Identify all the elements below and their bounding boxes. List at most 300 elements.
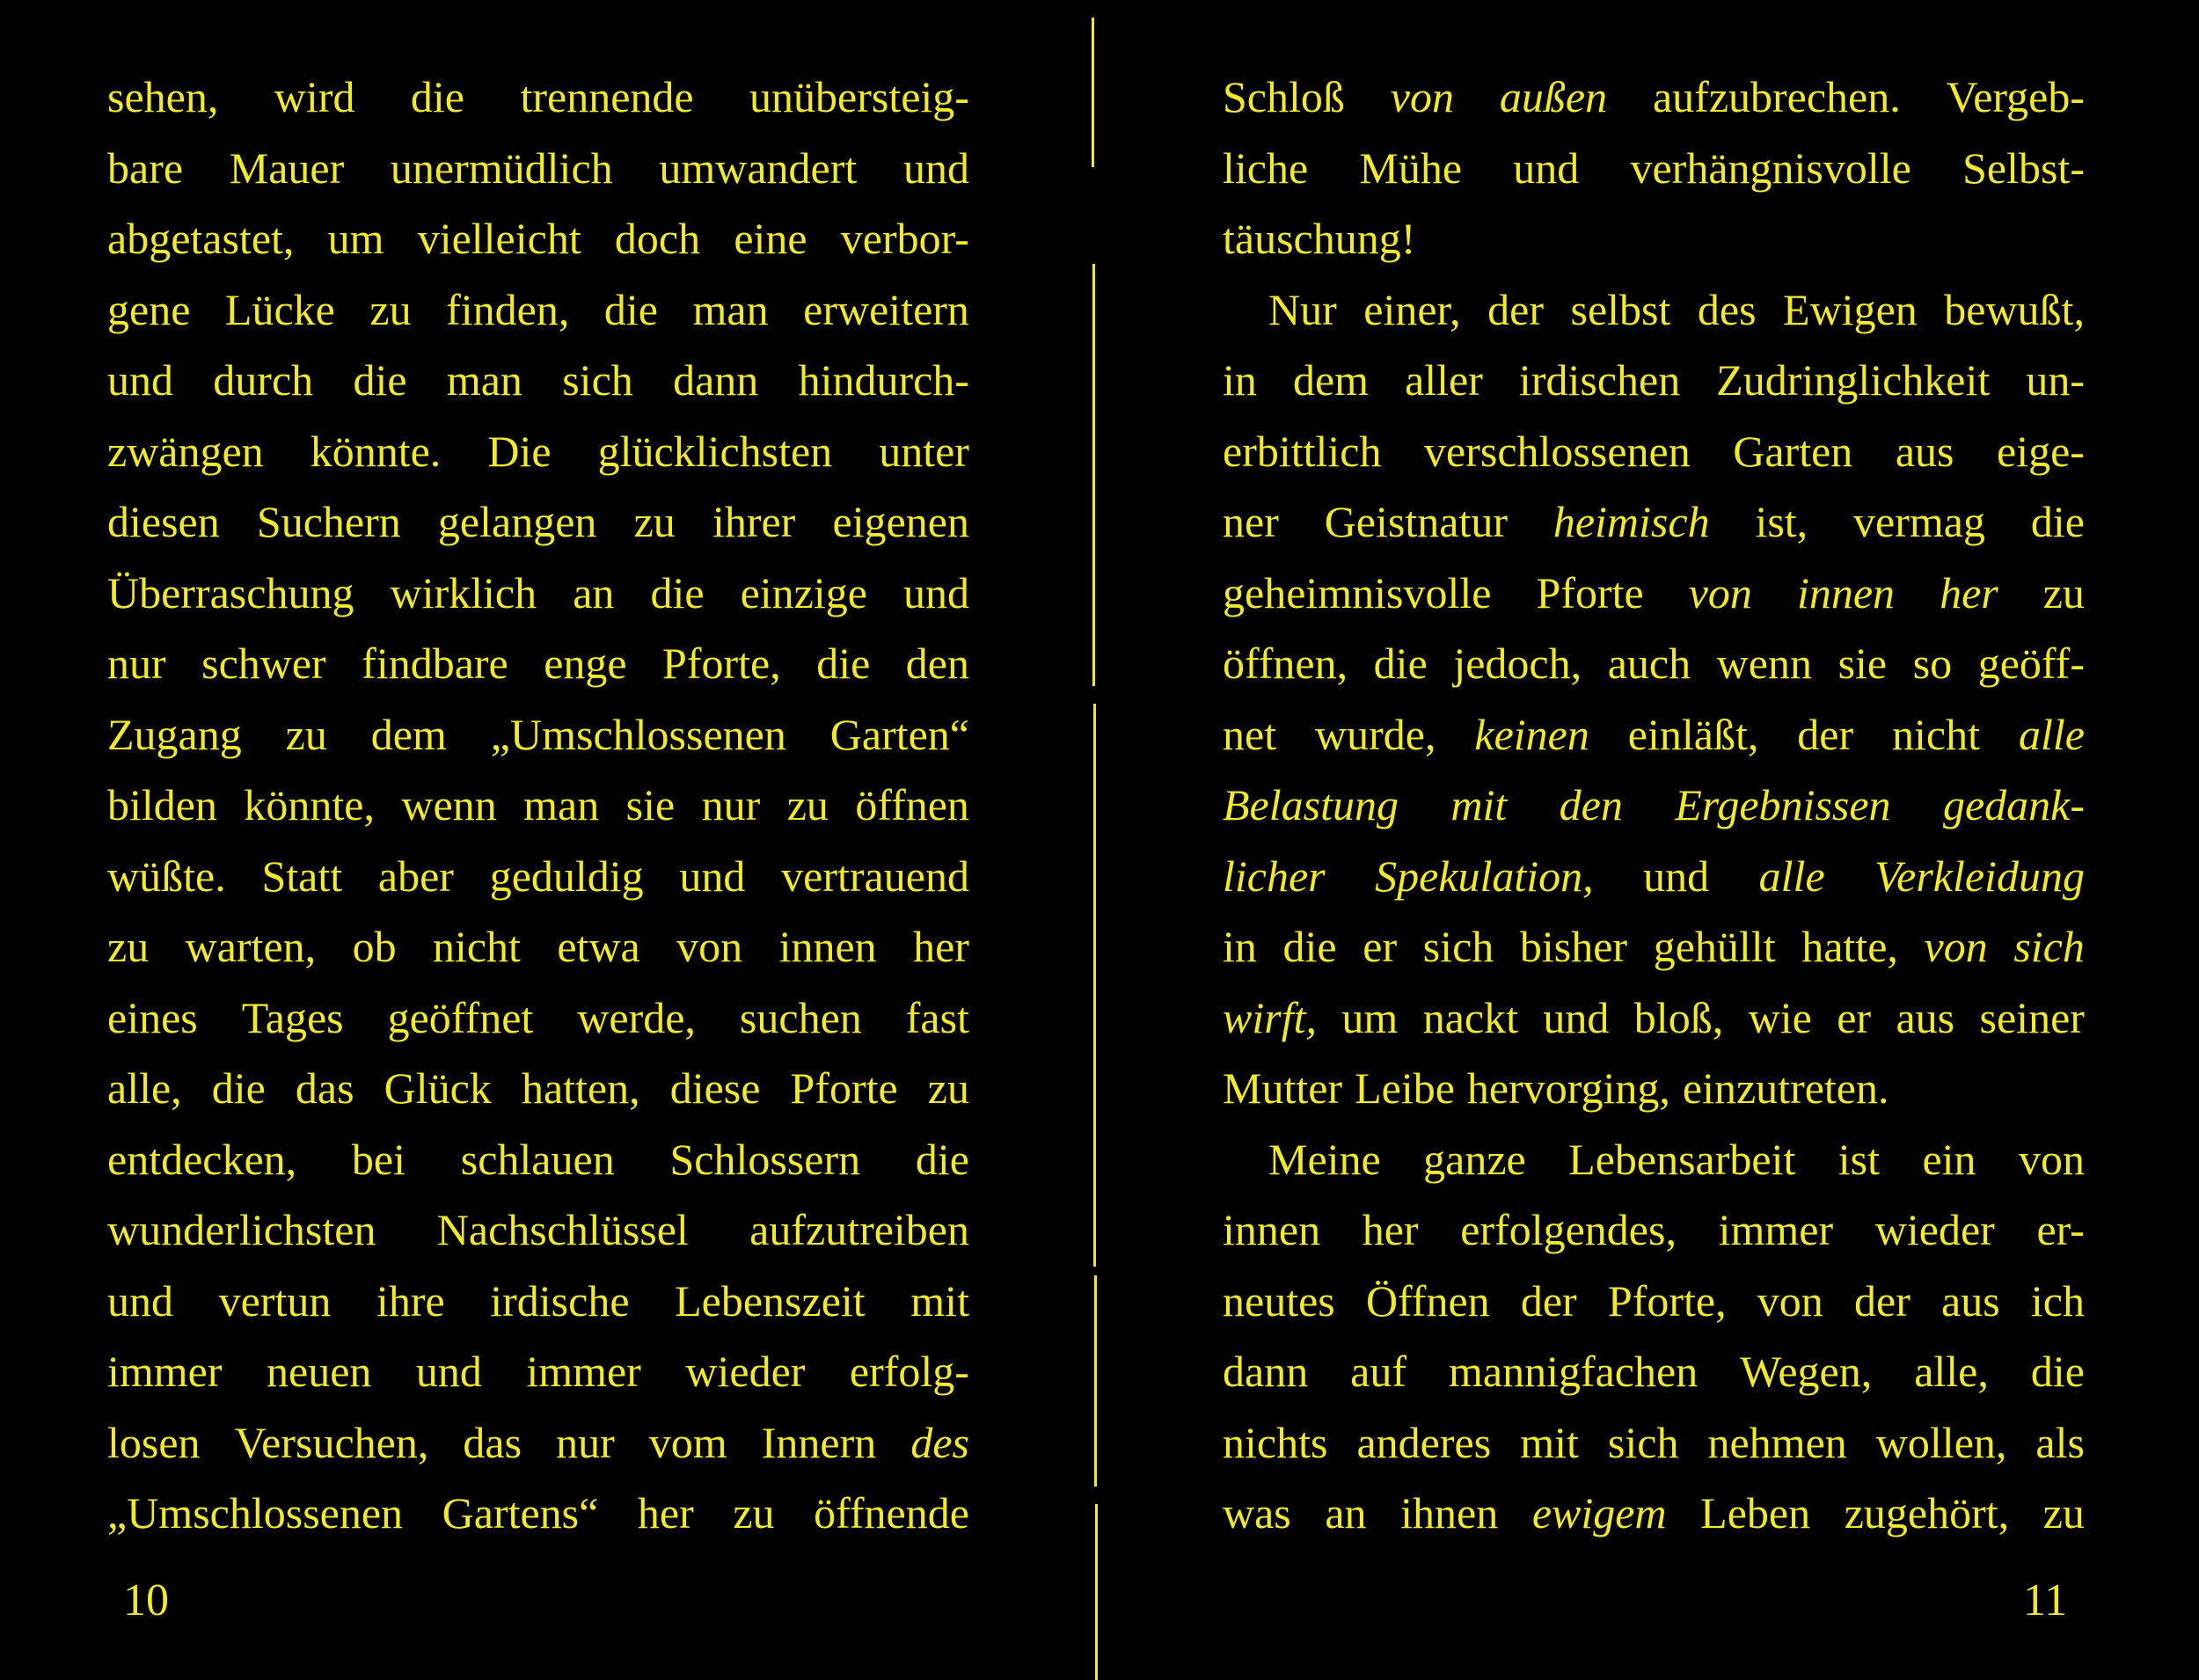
word: nicht [1892,709,1981,759]
word: Öffnen [1365,1275,1490,1326]
word: alle, [107,1063,182,1113]
word: innen [1796,567,1896,617]
text-line [1223,1124,2085,1195]
word: bloß, [1633,992,1724,1042]
word: von [1924,922,1988,971]
word: glücklichsten [597,426,833,476]
word: mannigfachen [1448,1347,1699,1396]
word: die [816,639,871,688]
word: dem [370,709,447,759]
word: Garten [1733,426,1853,476]
word: finden, [446,284,570,334]
word: Tages [241,992,344,1042]
word: öffnende [814,1488,969,1538]
text-line [1223,1407,2085,1479]
word: Nur [1268,284,1337,334]
word: Leibe [1355,1063,1455,1113]
word: schlauen [460,1134,615,1184]
word: werde, [577,992,696,1042]
text-line [107,1266,969,1337]
word: Die [487,426,552,476]
word: einzutreten. [1682,1063,1889,1113]
text-line [107,558,969,629]
word: verbor- [840,214,969,263]
text-line [107,770,969,841]
word: von [1390,72,1454,121]
text-line [1223,628,2085,699]
text-line [1223,841,2085,912]
word: sehen, [107,72,219,121]
word: die [410,72,464,121]
word: Pforte, [662,639,781,688]
word: immer [1718,1205,1834,1254]
word: bei [351,1134,406,1184]
word: Spekulation, [1375,851,1594,901]
word: wie [1748,992,1812,1042]
word: bare [107,142,184,193]
word: her [913,922,969,971]
page-number-right: 11 [2023,1575,2068,1625]
word: der [1854,1275,1910,1326]
word: eigenen [832,497,969,546]
word: geöff- [1977,639,2085,688]
word: bisher [1519,922,1628,971]
word: der [1520,1275,1577,1326]
word: so [1912,639,1953,688]
word: dann [1223,1347,1309,1396]
word: doch [614,214,701,263]
word: „Umschlossenen [490,709,786,759]
word: was [1223,1488,1291,1538]
word: öffnen [855,780,969,829]
word: Pforte [790,1063,898,1113]
word: man [523,780,600,829]
word: nicht [432,922,521,971]
word: keinen [1474,709,1589,759]
word: etwa [557,922,640,971]
word: aber [377,851,454,901]
word: erweitern [803,284,969,334]
word: Gartens“ [442,1488,599,1538]
word: zu [369,284,412,334]
word: ihrer [712,497,796,546]
word: eige- [1997,426,2085,476]
word: einzige [740,567,867,617]
word: ewigem [1531,1488,1667,1538]
word: den [905,639,969,688]
word: Schlossern [669,1134,861,1184]
word: die [1373,639,1428,688]
word: zu [2042,1488,2085,1538]
word: nichts [1223,1417,1328,1467]
word: net [1223,709,1277,759]
word: und [902,142,969,193]
word: innen [1223,1205,1321,1254]
text-line [1223,133,2085,204]
word: das [463,1417,522,1467]
text-line [107,841,969,912]
word: er- [2036,1205,2085,1254]
text-line [107,62,969,133]
word: nackt [1422,992,1518,1042]
word: außen [1499,72,1608,121]
word: um [327,214,384,263]
text-line [107,699,969,771]
word: bewußt, [1944,284,2085,334]
word: wenn [1716,639,1812,688]
word: unter [879,426,969,476]
word: abgetastet, [107,214,295,263]
word: durch [213,355,314,405]
word: sie [1837,639,1888,688]
word: alle, [1914,1347,1989,1396]
word: her [637,1488,694,1538]
text-line [107,911,969,982]
word: wirklich [390,567,537,617]
word: alle [2018,709,2085,759]
word: Zudringlichkeit [1716,355,1991,405]
word: und [1643,851,1710,901]
word: Ewigen [1783,284,1918,334]
word: vermag [1853,497,1985,546]
word: wollen, [1875,1417,2007,1467]
word: losen [107,1417,201,1467]
word: aus [1896,992,1955,1042]
word: vielleicht [417,214,581,263]
text-line [1223,982,2085,1054]
word: her [1362,1205,1419,1254]
gutter-line [1089,0,1101,1680]
word: entdecken, [107,1134,297,1184]
word: immer [526,1347,641,1396]
text-line [107,1478,969,1549]
word: ganze [1423,1134,1526,1184]
word: die [1282,922,1337,971]
word: in [1223,355,1257,405]
word: wenn [401,780,497,829]
word: Belastung [1223,780,1399,829]
word: dann [673,355,759,405]
word: er [1363,922,1398,971]
word: Mauer [229,142,345,193]
word: von [1757,1275,1823,1326]
word: ob [352,922,397,971]
text-line [1223,486,2085,558]
word: den [1559,780,1623,829]
word: gelangen [437,497,597,546]
word: ner [1223,497,1279,546]
word: in [1223,922,1257,971]
word: ist, [1755,497,1808,546]
word: verschlossenen [1424,426,1691,476]
word: neutes [1223,1275,1335,1326]
text-line [107,1407,969,1479]
word: des [910,1417,969,1467]
word: zu [733,1488,775,1538]
word: Pforte [1536,567,1644,617]
word: einer, [1363,284,1461,334]
word: die [2030,497,2085,546]
word: zu [927,1063,969,1113]
word: dem [1292,355,1370,405]
word: gehüllt [1653,922,1776,971]
word: erfolg- [849,1347,969,1396]
word: und [107,355,173,405]
word: zugehört, [1844,1488,2010,1538]
word: Zugang [107,709,242,759]
right-page-text [1223,62,2085,1549]
word: ich [2030,1275,2085,1326]
word: die [211,1063,266,1113]
word: immer [107,1347,223,1396]
word: Schloß [1223,72,1345,121]
word: geduldig [489,851,644,901]
text-line [107,1336,969,1407]
word: unermüdlich [390,142,613,193]
page-number-left: 10 [123,1575,169,1625]
word: irdischen [1518,355,1681,405]
word: Verkleidung [1874,851,2085,901]
text-line [1223,1478,2085,1549]
word: erbittlich [1223,426,1382,476]
text-line [107,274,969,346]
text-line [107,486,969,558]
word: ihre [376,1275,445,1326]
word: zu [633,497,676,546]
word: warten, [185,922,317,971]
word: diesen [107,497,220,546]
word: Mutter [1223,1063,1343,1113]
word: der [1797,709,1854,759]
text-line [1223,345,2085,416]
word: zu [285,709,327,759]
word: der [1487,284,1545,334]
word: sich [2013,922,2085,971]
word: anderes [1356,1417,1492,1467]
word: Versuchen, [234,1417,429,1467]
word: Selbst- [1962,142,2085,193]
word: des [1697,284,1757,334]
word: hervorging, [1466,1063,1670,1113]
word: an [573,567,615,617]
word: Lebensarbeit [1568,1134,1796,1184]
word: einläßt, [1627,709,1759,759]
word: sich [562,355,633,405]
word: Garten“ [829,709,969,759]
word: bilden [107,780,217,829]
word: irdische [490,1275,630,1326]
word: aus [1895,426,1954,476]
word: wieder [685,1347,806,1396]
word: hatte, [1801,922,1898,971]
word: Statt [261,851,343,901]
word: sich [1422,922,1494,971]
word: zwängen [107,426,264,476]
word: hatten, [521,1063,640,1113]
text-line [107,345,969,416]
word: nur [556,1417,615,1467]
word: man [692,284,769,334]
text-line [1223,770,2085,841]
word: ein [1922,1134,1976,1184]
word: zu [2042,567,2085,617]
word: hindurch- [798,355,969,405]
word: Suchern [256,497,401,546]
word: suchen [739,992,862,1042]
text-line [1223,203,2085,274]
word: geöffnet [387,992,534,1042]
word: als [2035,1417,2085,1467]
word: innen [778,922,877,971]
word: umwandert [659,142,858,193]
word: sich [1607,1417,1679,1467]
word: und [679,851,746,901]
word: mit [1520,1417,1579,1467]
left-page-text [107,62,969,1549]
text-line [1223,1336,2085,1407]
word: Meine [1268,1134,1381,1184]
word: mit [910,1275,969,1326]
text-line [1223,416,2085,487]
word: täuschung! [1223,214,1416,263]
text-line [107,203,969,274]
word: um [1341,992,1399,1042]
text-line [107,982,969,1054]
word: erfolgendes, [1460,1205,1677,1254]
word: wieder [1874,1205,1995,1254]
word: wunderlichsten [107,1205,376,1254]
word: aus [1941,1275,2000,1326]
word: trennende [520,72,694,121]
word: von [2018,1134,2085,1184]
word: mit [1450,780,1508,829]
word: licher [1223,851,1326,901]
text-line [1223,558,2085,629]
word: Vergeb- [1946,72,2085,121]
word: Mühe [1359,142,1463,193]
word: auch [1607,639,1691,688]
word: Geistnatur [1324,497,1508,546]
word: Glück [384,1063,492,1113]
word: nehmen [1707,1417,1847,1467]
word: nur [107,639,166,688]
word: Leben [1700,1488,1811,1538]
word: zu [786,780,829,829]
word: gedank- [1942,780,2085,829]
text-line [107,133,969,204]
word: Lücke [224,284,335,334]
word: neuen [267,1347,372,1396]
word: die [650,567,705,617]
word: heimisch [1552,497,1710,546]
word: sie [625,780,676,829]
text-line [107,1194,969,1266]
word: un- [2026,355,2085,405]
word: die [353,355,407,405]
text-line [1223,1266,2085,1337]
word: jedoch, [1453,639,1582,688]
word: alle [1758,851,1825,901]
word: vertun [218,1275,332,1326]
word: eine [734,214,807,263]
word: und [415,1347,482,1396]
word: wüßte. [107,851,226,901]
word: die [603,284,658,334]
word: ist [1837,1134,1881,1184]
word: unübersteig- [749,72,969,121]
word: Wegen, [1740,1347,1873,1396]
word: gene [107,284,191,334]
text-line [107,1124,969,1195]
text-line [107,628,969,699]
word: könnte. [310,426,442,476]
word: von [1688,567,1752,617]
word: ihnen [1400,1488,1499,1538]
word: von [676,922,743,971]
word: Überraschung [107,567,354,617]
word: man [446,355,522,405]
word: und [107,1275,173,1326]
word: auf [1350,1347,1407,1396]
word: seiner [1979,992,2085,1042]
text-line [1223,699,2085,771]
word: selbst [1570,284,1671,334]
word: liche [1223,142,1309,193]
word: das [295,1063,354,1113]
word: „Umschlossenen [107,1488,404,1538]
word: geheimnisvolle [1223,567,1492,617]
text-line [1223,1053,2085,1124]
text-line [1223,274,2085,346]
word: Innern [761,1417,877,1467]
word: her [1940,567,1998,617]
word: Lebenszeit [675,1275,866,1326]
word: aufzubrechen. [1652,72,1901,121]
text-line [1223,911,2085,982]
word: öffnen, [1223,639,1348,688]
word: diese [669,1063,761,1113]
word: Ergebnissen [1675,780,1891,829]
text-line [107,416,969,487]
word: aufzutreiben [749,1205,969,1254]
word: fast [905,992,969,1042]
word: vom [648,1417,727,1467]
text-line [107,1053,969,1124]
word: Nachschlüssel [436,1205,689,1254]
text-line [1223,62,2085,133]
word: und [1513,142,1580,193]
word: eines [107,992,198,1042]
word: nur [701,780,761,829]
word: könnte, [244,780,375,829]
word: er [1837,992,1872,1042]
word: die [915,1134,969,1184]
word: schwer [201,639,326,688]
word: enge [544,639,627,688]
word: Pforte, [1607,1275,1727,1326]
word: die [2030,1347,2085,1396]
word: findbare [362,639,508,688]
text-line [1223,1194,2085,1266]
word: wird [274,72,355,121]
word: und [1543,992,1610,1042]
word: zu [107,922,150,971]
word: an [1325,1488,1367,1538]
word: aller [1405,355,1483,405]
word: verhängnisvolle [1630,142,1911,193]
word: und [903,567,969,617]
word: wurde, [1315,709,1436,759]
